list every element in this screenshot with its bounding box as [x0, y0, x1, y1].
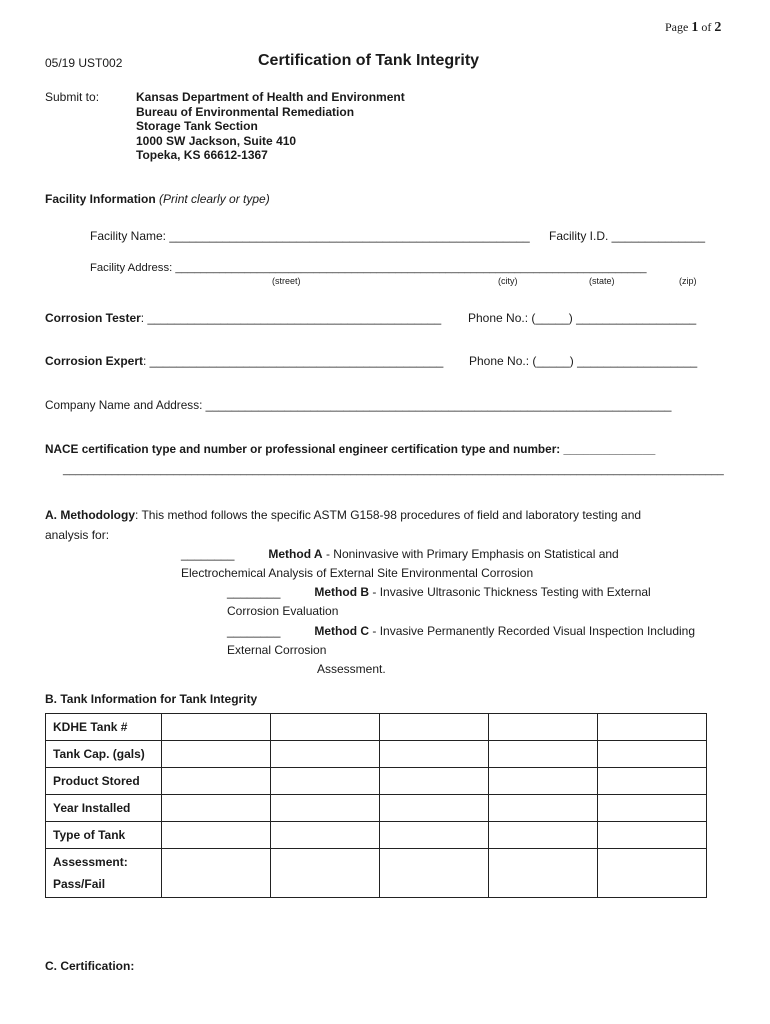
- facility-name-field[interactable]: Facility Name: ______________________________________________________: [90, 229, 530, 243]
- table-cell[interactable]: [598, 714, 707, 741]
- table-cell[interactable]: [162, 714, 271, 741]
- table-cell[interactable]: [489, 714, 598, 741]
- table-cell[interactable]: [271, 768, 380, 795]
- expert-phone-field[interactable]: Phone No.: (_____) __________________: [469, 354, 698, 368]
- corrosion-expert-row[interactable]: [45, 354, 443, 368]
- table-cell[interactable]: [162, 795, 271, 822]
- method-a-row: [181, 547, 619, 561]
- row-label-type-of-tank: Type of Tank: [46, 822, 162, 849]
- table-cell[interactable]: [598, 741, 707, 768]
- submit-line: Storage Tank Section: [136, 119, 258, 134]
- method-b-text-2: Corrosion Evaluation: [227, 604, 339, 618]
- submit-line: Topeka, KS 66612-1367: [136, 148, 268, 163]
- row-label-assessment: [46, 849, 162, 898]
- state-caption: (state): [589, 276, 615, 286]
- form-id: 05/19 UST002: [45, 56, 123, 70]
- city-caption: (city): [498, 276, 518, 286]
- table-cell[interactable]: [271, 822, 380, 849]
- corrosion-tester-label: Corrosion Tester: [45, 311, 141, 325]
- table-cell[interactable]: [162, 768, 271, 795]
- assessment-label: Assessment:: [53, 855, 128, 869]
- facility-address-field[interactable]: Facility Address: ___________________________________________________________________________: [90, 262, 647, 274]
- table-cell[interactable]: [380, 714, 489, 741]
- table-row: [46, 714, 707, 741]
- table-cell[interactable]: [489, 822, 598, 849]
- table-cell[interactable]: [380, 849, 489, 898]
- methodology-intro: [45, 508, 641, 522]
- tank-info-heading: B. Tank Information for Tank Integrity: [45, 692, 258, 706]
- submit-line: Bureau of Environmental Remediation: [136, 104, 355, 119]
- row-label-product-stored: Product Stored: [46, 768, 162, 795]
- facility-heading: Facility Information: [45, 192, 156, 206]
- nace-certification-field[interactable]: NACE certification type and number or professional engineer certification type and number: ______________: [45, 442, 656, 456]
- facility-note: (Print clearly or type): [159, 192, 270, 206]
- methodology-text-2: analysis for:: [45, 528, 110, 542]
- table-cell[interactable]: [380, 822, 489, 849]
- facility-id-field[interactable]: Facility I.D. ______________: [549, 229, 706, 243]
- table-row: [46, 795, 707, 822]
- page-indicator: [665, 20, 721, 36]
- corrosion-tester-row[interactable]: [45, 311, 441, 325]
- zip-caption: (zip): [679, 276, 697, 286]
- table-cell[interactable]: [380, 795, 489, 822]
- company-name-address-field[interactable]: Company Name and Address: _______________________________________________________________________: [45, 398, 672, 412]
- table-cell[interactable]: [598, 795, 707, 822]
- tank-info-table: [45, 713, 707, 898]
- tester-phone-field[interactable]: Phone No.: (_____) __________________: [468, 311, 697, 325]
- table-row: [46, 822, 707, 849]
- method-c-text: - Invasive Permanently Recorded Visual Inspection Including: [369, 624, 696, 638]
- method-a-blank[interactable]: ________: [181, 547, 235, 561]
- facility-heading-row: [45, 192, 270, 206]
- method-c-blank[interactable]: ________: [227, 624, 281, 638]
- table-cell[interactable]: [162, 822, 271, 849]
- table-cell[interactable]: [271, 714, 380, 741]
- table-cell[interactable]: [598, 849, 707, 898]
- certification-heading: C. Certification:: [45, 959, 135, 973]
- table-cell[interactable]: [271, 741, 380, 768]
- table-cell[interactable]: [598, 822, 707, 849]
- submit-label: Submit to:: [45, 90, 100, 104]
- table-cell[interactable]: [489, 849, 598, 898]
- methodology-text: : This method follows the specific ASTM G158-98 procedures of field and laboratory testing and: [135, 508, 642, 522]
- submit-line: 1000 SW Jackson, Suite 410: [136, 133, 297, 148]
- table-cell[interactable]: [162, 741, 271, 768]
- page-current: 1: [691, 20, 699, 35]
- table-cell[interactable]: [489, 795, 598, 822]
- method-b-row: [227, 585, 651, 599]
- page-of: of: [701, 20, 712, 34]
- method-c-label: Method C: [314, 624, 370, 638]
- table-cell[interactable]: [380, 741, 489, 768]
- submit-address: [136, 90, 405, 163]
- table-cell[interactable]: [598, 768, 707, 795]
- table-cell[interactable]: [380, 768, 489, 795]
- table-row: [46, 768, 707, 795]
- table-row: [46, 849, 707, 898]
- table-cell[interactable]: [271, 849, 380, 898]
- corrosion-expert-field[interactable]: : ____________________________________________: [143, 354, 444, 368]
- methodology-label: A. Methodology: [45, 508, 135, 522]
- row-label-kdhe-tank: KDHE Tank #: [46, 714, 162, 741]
- row-label-tank-cap: Tank Cap. (gals): [46, 741, 162, 768]
- table-row: [46, 741, 707, 768]
- corrosion-expert-label: Corrosion Expert: [45, 354, 144, 368]
- method-a-text-2: Electrochemical Analysis of External Site Environmental Corrosion: [181, 566, 534, 580]
- method-c-text-2: External Corrosion: [227, 643, 327, 657]
- page-total: 2: [714, 20, 722, 35]
- table-cell[interactable]: [162, 849, 271, 898]
- method-a-text: - Noninvasive with Primary Emphasis on Statistical and: [322, 547, 619, 561]
- table-cell[interactable]: [271, 795, 380, 822]
- corrosion-tester-field[interactable]: : ____________________________________________: [140, 311, 442, 325]
- method-c-text-3: Assessment.: [317, 662, 386, 676]
- method-b-blank[interactable]: ________: [227, 585, 281, 599]
- method-b-text: - Invasive Ultrasonic Thickness Testing with External: [369, 585, 651, 599]
- method-b-label: Method B: [314, 585, 370, 599]
- page-label: Page: [665, 20, 689, 34]
- page-title: Certification of Tank Integrity: [258, 52, 480, 69]
- row-label-year-installed: Year Installed: [46, 795, 162, 822]
- method-c-row: [227, 624, 695, 638]
- submit-line: Kansas Department of Health and Environment: [136, 90, 405, 104]
- nace-certification-line2[interactable]: ____________________________________________________________________________________________________________: [63, 464, 724, 476]
- table-cell[interactable]: [489, 741, 598, 768]
- pass-fail-label: Pass/Fail: [53, 877, 106, 891]
- method-a-label: Method A: [268, 547, 323, 561]
- table-cell[interactable]: [489, 768, 598, 795]
- street-caption: (street): [272, 276, 301, 286]
